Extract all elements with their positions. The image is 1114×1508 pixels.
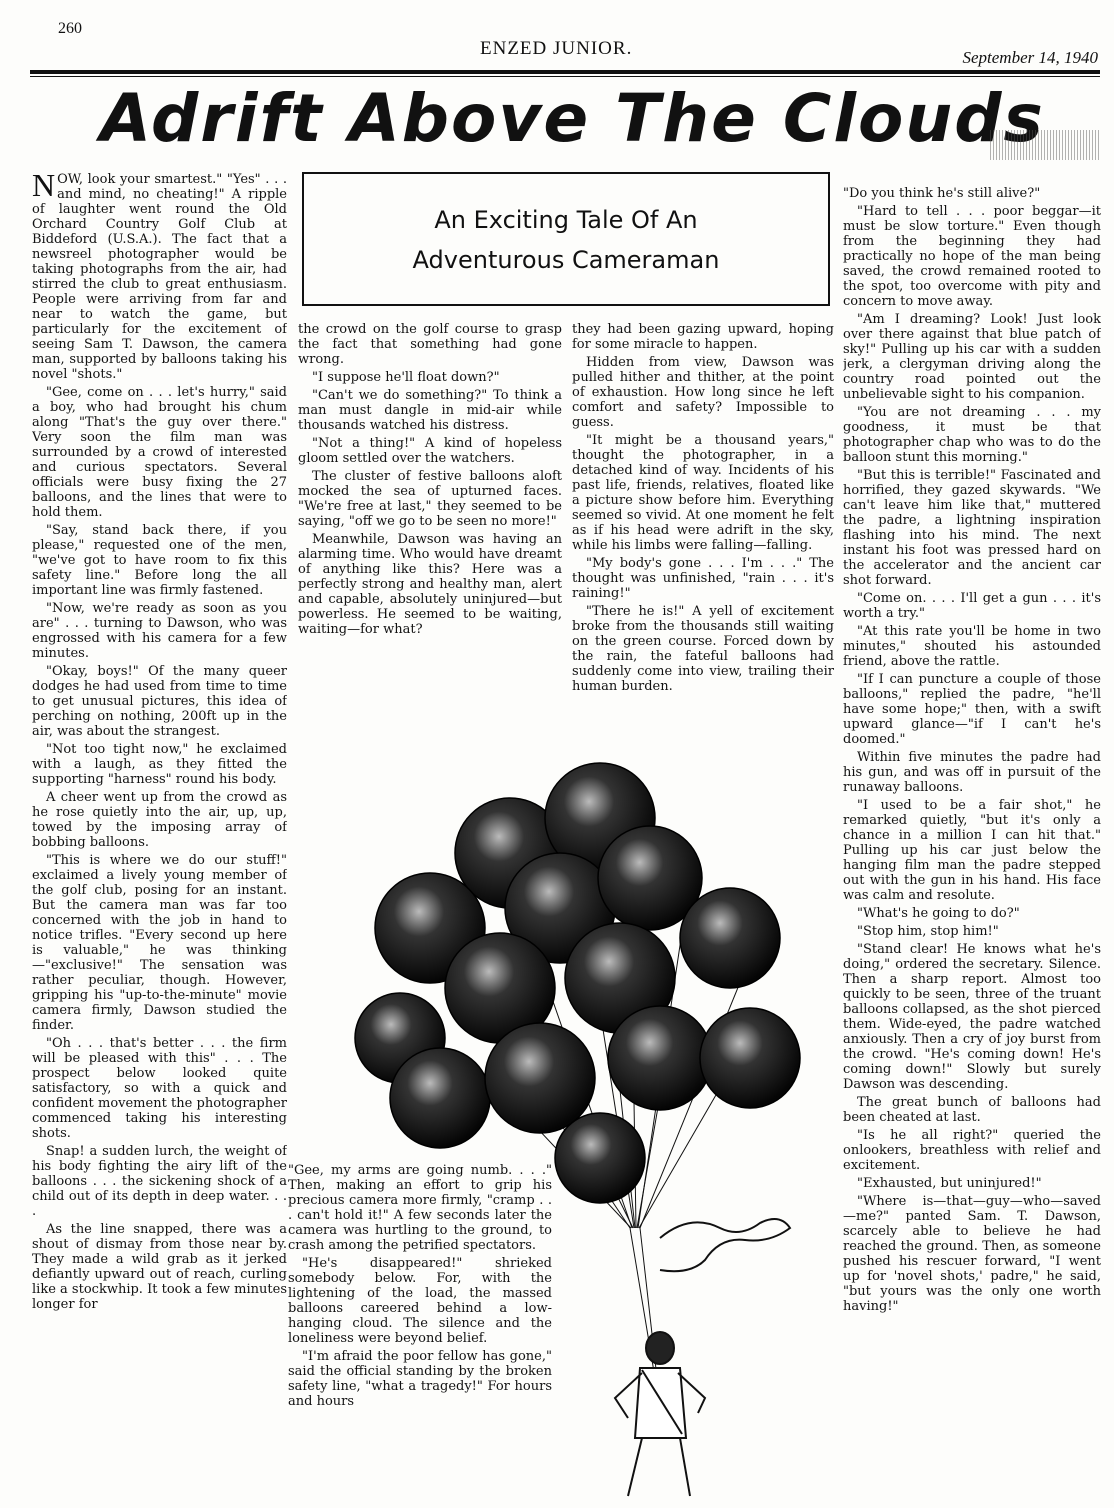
balloon xyxy=(608,1006,712,1110)
paragraph: "Come on. . . . I'll get a gun . . . it's worth a try." xyxy=(843,591,1101,621)
paragraph: "Okay, boys!" Of the many queer dodges he had used from time to time to get unusual pictures, this idea of perching on nothing, 200ft up in the air, was about the strangest. xyxy=(32,664,287,739)
paragraph: "Do you think he's still alive?" xyxy=(843,186,1041,201)
header-rule xyxy=(30,70,1100,74)
paragraph: "This is where we do our stuff!" exclaimed a lively young member of the golf club, posing for an instant. But the camera man was far too concerned with the job in hand to notice trifles. "Every second up here is valuable," he was thinking—"exclusive!" The sensation was rather peculiar, though. However, gripping his "up-to-the-minute" movie camera firmly, Dawson studied the finder. xyxy=(32,853,287,1033)
shot-scribble xyxy=(660,1219,790,1271)
paragraph: "I'm afraid the poor fellow has gone," said the official standing by the broken safety line, "what a tragedy!" For hours and hours xyxy=(288,1349,552,1409)
print-smudge xyxy=(990,130,1100,160)
paragraph: The cluster of festive balloons aloft mocked the sea of upturned faces. "We're free at last," they seemed to be saying, "off we go to be seen no more!" xyxy=(298,469,562,529)
balloon xyxy=(680,888,780,988)
paragraph: "He's disappeared!" shrieked somebody below. For, with the lightening of the load, the massed balloons careered behind a low-hanging cloud. The silence and the loneliness were beyond belief. xyxy=(288,1256,552,1346)
paragraph: "Can't we do something?" To think a man must dangle in mid-air while thousands watched his distress. xyxy=(298,388,562,433)
drop-cap: N xyxy=(32,172,56,203)
paragraph: "If I can puncture a couple of those balloons," replied the padre, "he'll have some hope;" then, with a swift upward glance—"if I can't he's doomed." xyxy=(843,672,1101,747)
balloon xyxy=(485,1023,595,1133)
column-2-top xyxy=(298,322,562,752)
paragraph: Hidden from view, Dawson was pulled hither and thither, at the point of exhaustion. How long since he left comfort and safety? Impossible to guess. xyxy=(572,355,834,430)
paragraph: A cheer went up from the crowd as he rose quietly into the air, up, up, towed by the imposing array of bobbing balloons. xyxy=(32,790,287,850)
paragraph: "I suppose he'll float down?" xyxy=(312,370,500,385)
man-head xyxy=(646,1332,674,1364)
paragraph: "There he is!" A yell of excitement broke from the thousands still waiting on the green course. Forced down by the rain, the fateful balloons had suddenly come into view, trailing their human burden. xyxy=(572,604,834,694)
paragraph: "At this rate you'll be home in two minutes," shouted his astounded friend, above the rattle. xyxy=(843,624,1101,669)
paragraph: "You are not dreaming . . . my goodness, it must be that photographer chap who was to do the balloon stunt this morning." xyxy=(843,405,1101,465)
paragraph: "What's he going to do?" xyxy=(857,906,1020,921)
hanging-man xyxy=(615,1332,705,1496)
deck-line-1: An Exciting Tale Of An xyxy=(434,206,698,234)
paragraph: "Gee, come on . . . let's hurry," said a boy, who had brought his chum along "That's the guy over there." Very soon the film man was surrounded by a crowd of interested and curious spectators. Several officials were busy fixing the 27 balloons, and the lines that were to hold them. xyxy=(32,385,287,520)
header-rule-thin xyxy=(30,76,1100,77)
paragraph: "Hard to tell . . . poor beggar—it must be slow torture." Even though from the beginning they had practically no hope of the man being saved, the crowd remained rooted to the spot, too overcome with pity and concern to move away. xyxy=(843,204,1101,309)
publication-masthead: ENZED JUNIOR. xyxy=(480,38,633,59)
paragraph: "Oh . . . that's better . . . the firm will be pleased with this" . . . The prospect below looked quite satisfactory, so with a quick and confident movement the photographer commenced taking his interesting shots. xyxy=(32,1036,287,1141)
paragraph: the crowd on the golf course to grasp the fact that something had gone wrong. xyxy=(298,322,562,367)
balloon-cluster xyxy=(355,763,800,1203)
balloon xyxy=(390,1048,490,1148)
balloon xyxy=(555,1113,645,1203)
column-3-top xyxy=(572,322,834,752)
paragraph: "Stand clear! He knows what he's doing," ordered the secretary. Silence. Then a sharp report. Almost too quickly to be seen, three of the truant balloons collapsed, as the shot pierced them. Wide-eyed, the padre watched anxiously. Then a cry of joy burst from the crowd. "He's coming down! He's coming down!" Slowly but surely Dawson was descending. xyxy=(843,942,1101,1092)
paragraph: The great bunch of balloons had been cheated at last. xyxy=(843,1095,1101,1125)
paragraph: Within five minutes the padre had his gun, and was off in pursuit of the runaway balloons. xyxy=(843,750,1101,795)
paragraph: "Not a thing!" A kind of hopeless gloom settled over the watchers. xyxy=(298,436,562,466)
balloon-illustration xyxy=(330,758,830,1498)
paragraph: "Gee, my arms are going numb. . . ." Then, making an effort to grip his precious camera more firmly, "cramp . . . can't hold it!" A few seconds later the camera was hurtling to the ground, to crash among the petrified spectators. xyxy=(288,1163,552,1253)
column-4 xyxy=(843,186,1101,1504)
paragraph: "Now, we're ready as soon as you are" . . . turning to Dawson, who was engrossed with his camera for a few minutes. xyxy=(32,601,287,661)
man-right-leg xyxy=(680,1438,690,1496)
column-1 xyxy=(32,172,287,1502)
paragraph: "My body's gone . . . I'm . . ." The thought was unfinished, "rain . . . it's raining!" xyxy=(572,556,834,601)
paragraph: "Am I dreaming? Look! Just look over there against that blue patch of sky!" Pulling up his car with a sudden jerk, a clergyman driving along the country road pointed out the unbelievable sight to his companion. xyxy=(843,312,1101,402)
paragraph: NOW, look your smartest." "Yes" . . . and mind, no cheating!" A ripple of laughter went round the Old Orchard Country Golf Club at Biddeford (U.S.A.). The fact that a newsreel photographer would be taking photographs from the air, had stirred the club to great enthusiasm. People were arriving from far and near to watch the game, but particularly for the excitement of seeing Sam T. Dawson, the camera man, supported by balloons taking his novel "shots." xyxy=(32,172,287,382)
article-title: Adrift Above The Clouds xyxy=(100,80,1045,157)
paragraph: As the line snapped, there was a shout of dismay from those near by. They made a wild grab as it jerked defiantly upward out of reach, curling like a stockwhip. It took a few minutes longer for xyxy=(32,1222,287,1312)
paragraph: Snap! a sudden lurch, the weight of his body fighting the airy lift of the balloons . . . the sickening shock of a child out of its depth in deep water. . . . xyxy=(32,1144,287,1219)
paragraph: "Not too tight now," he exclaimed with a laugh, as they fitted the supporting "harness" round his body. xyxy=(32,742,287,787)
deck-line-2: Adventurous Cameraman xyxy=(412,246,720,274)
page-number: 260 xyxy=(58,20,82,37)
paragraph: "I used to be a fair shot," he remarked quietly, "but it's only a chance in a million I can hit that." Pulling up his car just below the hanging film man the padre stepped out with the gun in his hand. His face was calm and resolute. xyxy=(843,798,1101,903)
paragraph: "It might be a thousand years," thought the photographer, in a detached kind of way. Incidents of his past life, friends, relatives, floated like a picture show before him. Everything seemed so vivid. At one moment he felt as if his head were adrift in the sky, while his limbs were falling—falling. xyxy=(572,433,834,553)
paragraph: "Exhausted, but uninjured!" xyxy=(857,1176,1042,1191)
issue-date: September 14, 1940 xyxy=(962,48,1098,67)
paragraph: "Where is—that—guy—who—saved—me?" panted Sam. T. Dawson, scarcely able to believe he had reached the ground. Then, as someone pushed his rescuer forward, "I went up for 'novel shots,' padre," he said, "but yours was the only one worth having!" xyxy=(843,1194,1101,1314)
paragraph: "Say, stand back there, if you please," requested one of the men, "we've got to have room to fix this safety line." Before long the all important line was firmly fastened. xyxy=(32,523,287,598)
article-deck-box xyxy=(302,172,830,306)
paragraph: they had been gazing upward, hoping for some miracle to happen. xyxy=(572,322,834,352)
paragraph: "But this is terrible!" Fascinated and horrified, they gazed skywards. "We can't leave him like that," muttered the padre, a lightning inspiration flashing into his mind. The next instant his foot was pressed hard on the accelerator and the ancient car shot forward. xyxy=(843,468,1101,588)
balloon xyxy=(700,1008,800,1108)
man-left-leg xyxy=(628,1438,642,1496)
paragraph: "Stop him, stop him!" xyxy=(857,924,999,939)
paragraph: Meanwhile, Dawson was having an alarming time. Who would have dreamt of anything like this? Here was a perfectly strong and healthy man, alert and capable, absolutely uninjured—but powerless. He seemed to be waiting, waiting—for what? xyxy=(298,532,562,637)
paragraph: "Is he all right?" queried the onlookers, breathless with relief and excitement. xyxy=(843,1128,1101,1173)
